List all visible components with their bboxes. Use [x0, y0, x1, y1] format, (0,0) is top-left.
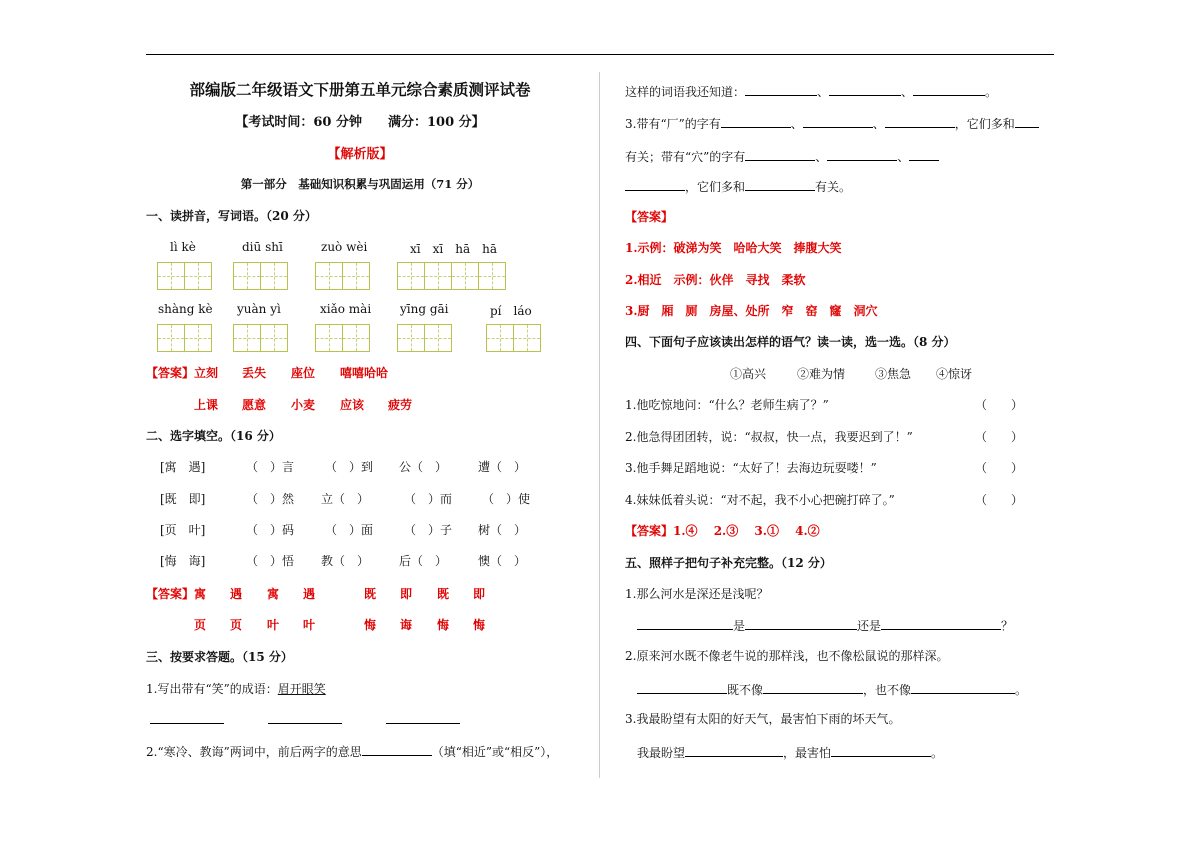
fill-item[interactable]: 树（ ） [478, 523, 527, 537]
answer-word: 小麦 [291, 398, 316, 412]
s3-question-3-end [625, 177, 851, 195]
fill-text: ，最害怕 [783, 746, 832, 760]
blank-line[interactable] [909, 147, 939, 161]
s4-heading: 四、下面句子应该读出怎样的语气？读一读，选一选。（8 分） [625, 335, 956, 349]
writing-grid[interactable] [486, 324, 540, 352]
pinyin: lì kè [170, 240, 196, 254]
blank-line[interactable] [913, 82, 985, 96]
s3-heading: 三、按要求答题。（15 分） [146, 650, 293, 664]
fill-text: 。 [931, 746, 944, 760]
answer-line: 1.示例：破涕为笑 哈哈大笑 捧腹大笑 [625, 241, 842, 255]
char-pair: [页 叶] [160, 523, 206, 537]
answer-char: 页 [230, 618, 243, 632]
answer-char: 悔 [437, 618, 450, 632]
s3-question-2 [146, 742, 558, 760]
answer-word: 应该 [340, 398, 365, 412]
answer-paren[interactable]: （ ） [975, 430, 1024, 444]
writing-grid[interactable] [233, 324, 287, 352]
question-text: 有关；带有“穴”的字有 [625, 150, 746, 164]
blank-line[interactable] [625, 177, 685, 191]
answer-paren[interactable]: （ ） [975, 493, 1024, 507]
writing-grid[interactable] [397, 324, 451, 352]
page-title: 部编版二年级语文下册第五单元综合素质测评试卷 [189, 80, 531, 99]
question-text: 这样的词语我还知道： [625, 85, 746, 99]
part1-heading: 第一部分 基础知识积累与巩固运用（71 分） [240, 177, 480, 191]
fill-item[interactable]: 立（ ） [321, 492, 370, 506]
question-text: 有关。 [815, 180, 852, 194]
answer-char: 悔 [364, 618, 377, 632]
fill-text: 。 [1015, 683, 1028, 697]
blank-line[interactable] [881, 616, 1001, 630]
pinyin: xī xī hā hā [410, 242, 497, 256]
fill-text: 我最盼望 [637, 746, 686, 760]
s2-heading: 二、选字填空。（16 分） [146, 429, 281, 443]
blank-line[interactable] [386, 710, 460, 724]
fill-item[interactable]: （ ）面 [325, 523, 374, 537]
s5-fill-3 [637, 743, 943, 761]
fill-text: 还是 [857, 619, 882, 633]
question-text: ，它们多和 [954, 117, 1015, 131]
fill-item[interactable]: （ ）到 [325, 460, 374, 474]
pinyin: shàng kè [158, 302, 213, 316]
blank-line[interactable] [745, 177, 815, 191]
writing-grid[interactable] [397, 262, 505, 290]
answer-char: 即 [473, 587, 486, 601]
s4-question: 1.他吃惊地问：“什么？老师生病了？” [625, 398, 829, 412]
answer-label: 【答案】 [146, 587, 195, 601]
tone-option: ④惊讶 [936, 367, 973, 381]
blank-row [150, 710, 460, 727]
s5-fill-1 [637, 616, 1013, 634]
answer-char: 寓 [194, 587, 207, 601]
blank-line[interactable] [637, 616, 733, 630]
char-pair: [寓 遇] [160, 460, 206, 474]
answer-char: 即 [400, 587, 413, 601]
answer-char: 既 [437, 587, 450, 601]
answer-word: 座位 [291, 366, 316, 380]
s5-question-1: 1.那么河水是深还是浅呢？ [625, 587, 769, 601]
top-rule [146, 54, 1054, 55]
answer-char: 诲 [400, 618, 413, 632]
writing-grid[interactable] [157, 262, 211, 290]
s4-question: 2.他急得团团转，说：“叔叔，快一点，我要迟到了！” [625, 430, 913, 444]
question-text: ，它们多和 [685, 180, 746, 194]
writing-grid[interactable] [233, 262, 287, 290]
s3-question-2-cont: 这样的词语我还知道： 、 、 。 [625, 82, 997, 100]
answer-word: 立刻 [194, 366, 219, 380]
question-text: 3.带有“厂”的字有 [625, 117, 721, 131]
answer-word: 愿意 [242, 398, 267, 412]
char-pair: [既 即] [160, 492, 206, 506]
answer-line: 3.厨 厢 厕 房屋、处所 窄 窑 窿 洞穴 [625, 304, 878, 318]
s1-heading: 一、读拼音，写词语。（20 分） [146, 209, 317, 223]
question-text: 2.“寒冷、教诲”两词中，前后两字的意思 [146, 745, 362, 759]
s3-question-1 [146, 680, 326, 697]
question-text: 1.写出带有“笑”的成语： [146, 682, 278, 696]
fill-text: 既不像 [727, 683, 764, 697]
pinyin: xiǎo mài [320, 302, 372, 316]
answer-char: 遇 [230, 587, 243, 601]
pinyin: yuàn yì [237, 302, 281, 316]
fill-item[interactable]: （ ）悟 [246, 554, 295, 568]
answer-line: 2.相近 示例：伙伴 寻找 柔软 [625, 273, 806, 287]
fill-item[interactable]: 懊（ ） [478, 554, 527, 568]
answer-paren[interactable]: （ ） [975, 398, 1024, 412]
blank-line[interactable] [803, 114, 873, 128]
answer-char: 页 [194, 618, 207, 632]
blank-line[interactable] [268, 710, 342, 724]
blank-line[interactable] [829, 82, 901, 96]
answer-char: 遇 [303, 587, 316, 601]
fill-text: ，也不像 [863, 683, 912, 697]
tone-option: ③焦急 [875, 367, 912, 381]
answer-char: 叶 [267, 618, 280, 632]
fill-item[interactable]: （ ）言 [246, 460, 295, 474]
example-answer: 眉开眼笑 [277, 682, 326, 696]
blank-line[interactable] [831, 743, 931, 757]
s3-question-3: 3.带有“厂”的字有 、 、 ，它们多和 [625, 114, 1039, 132]
s5-question-2: 2.原来河水既不像老牛说的那样浅，也不像松鼠说的那样深。 [625, 649, 949, 663]
fill-text: 是 [733, 619, 746, 633]
answer-char: 悔 [473, 618, 486, 632]
blank-line[interactable] [150, 710, 224, 724]
s4-question: 4.妹妹低着头说：“对不起，我不小心把碗打碎了。” [625, 493, 895, 507]
writing-grid[interactable] [315, 324, 369, 352]
pinyin: pí láo [490, 304, 532, 318]
answer-label: 【答案】 [146, 366, 195, 380]
blank-line[interactable] [1015, 114, 1039, 128]
s5-heading: 五、照样子把句子补充完整。（12 分） [625, 556, 832, 570]
pinyin: diū shī [242, 240, 283, 254]
blank-line[interactable] [745, 147, 815, 161]
blank-line[interactable] [362, 742, 432, 756]
s5-question-3: 3.我最盼望有太阳的好天气，最害怕下雨的坏天气。 [625, 712, 901, 726]
answer-char: 既 [364, 587, 377, 601]
answer-word: 疲劳 [388, 398, 413, 412]
pinyin: zuò wèi [321, 240, 368, 254]
blank-line[interactable] [745, 616, 857, 630]
answer-char: 叶 [303, 618, 316, 632]
answer-char: 寓 [267, 587, 280, 601]
tone-option: ②难为情 [797, 367, 846, 381]
fill-item[interactable]: 教（ ） [321, 554, 370, 568]
exam-info: 【考试时间：60 分钟 满分：100 分】 [235, 115, 485, 130]
blank-line[interactable] [885, 114, 955, 128]
blank-line[interactable] [745, 82, 817, 96]
answer-label: 【答案】 [625, 210, 674, 224]
tone-option: ①高兴 [730, 367, 767, 381]
fill-item[interactable]: （ ）使 [482, 492, 531, 506]
fill-item[interactable]: （ ）而 [404, 492, 453, 506]
writing-grid[interactable] [315, 262, 369, 290]
blank-line[interactable] [637, 680, 727, 694]
answer-word: 丢失 [242, 366, 267, 380]
fill-item[interactable]: 遭（ ） [478, 460, 527, 474]
blank-line[interactable] [685, 743, 783, 757]
blank-line[interactable] [721, 114, 791, 128]
char-pair: [悔 诲] [160, 554, 206, 568]
pinyin: yīng gāi [400, 302, 449, 316]
question-text: （填“相近”或“相反”）， [431, 745, 559, 759]
blank-line[interactable] [911, 680, 1015, 694]
version-label: 【解析版】 [327, 147, 393, 162]
blank-line[interactable] [763, 680, 863, 694]
answer-word: 嘻嘻哈哈 [340, 366, 389, 380]
writing-grid[interactable] [157, 324, 211, 352]
s5-fill-2 [637, 680, 1027, 698]
s4-answer: 【答案】1.④ 2.③ 3.① 4.② [625, 524, 820, 538]
fill-item[interactable]: （ ）子 [404, 523, 453, 537]
fill-item[interactable]: （ ）码 [246, 523, 295, 537]
answer-paren[interactable]: （ ） [975, 461, 1024, 475]
s4-question: 3.他手舞足蹈地说：“太好了！去海边玩耍喽！” [625, 461, 877, 475]
fill-item[interactable]: （ ）然 [246, 492, 295, 506]
fill-text: ？ [1001, 619, 1014, 633]
answer-word: 上课 [194, 398, 219, 412]
blank-line[interactable] [827, 147, 897, 161]
s3-question-3-cont: 有关；带有“穴”的字有 、 、 [625, 147, 939, 165]
fill-item[interactable]: 公（ ） [399, 460, 448, 474]
fill-item[interactable]: 后（ ） [399, 554, 448, 568]
